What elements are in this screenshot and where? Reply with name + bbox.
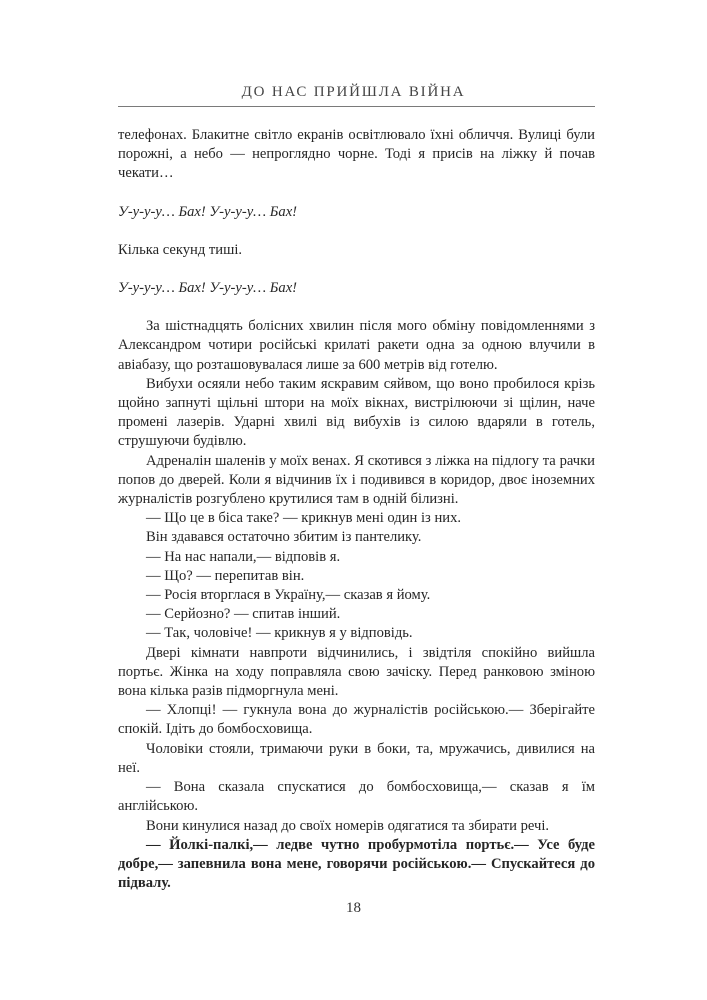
paragraph: Вони кинулися назад до своїх номерів одягатися та збирати речі. [146,817,550,834]
header-rule [118,106,595,107]
paragraph: Вибухи осяяли небо таким яскравим сяйвом, що воно пробилося крізь щойно запнуті щільні штори на моїх вікнах, вистрілюючи зі щілин, наче промені лазерів. Ударні хвилі від вибухів із силою вдаряли в готель, струшуючи будівлю. [118,375,595,450]
dialogue-line: — Вона сказала спускатися до бомбосховища,— сказав я їм англійською. [118,779,595,815]
sound-effect-line: У-у-у-у… Бах! У-у-у-у… Бах! [118,280,298,297]
dialogue-line: — На нас напали,— відповів я. [146,548,341,565]
dialogue-line: — Серйозно? — спитав інший. [146,606,341,623]
paragraph: Кілька секунд тиші. [118,241,243,258]
paragraph: Адреналін шаленів у моїх венах. Я скотився з ліжка на підлогу та рачки попов до дверей. Коли я відчинив їх і подивився в коридор, двоє іноземних журналістів розгублено крутилися там в одній білизні. [118,452,595,508]
dialogue-line: — Так, чоловіче! — крикнув я у відповідь. [146,625,413,642]
dialogue-line: — Хлопці! — гукнула вона до журналістів російською.— Зберігайте спокій. Ідіть до бомбосховища. [118,702,595,738]
paragraph: Чоловіки стояли, тримаючи руки в боки, та, мружачись, дивилися на неї. [118,740,595,776]
sound-effect-line: У-у-у-у… Бах! У-у-у-у… Бах! [118,203,298,220]
dialogue-line: — Що? — перепитав він. [146,567,305,584]
paragraph: телефонах. Блакитне світло екранів освітлювало їхні обличчя. Вулиці були порожні, а небо — непроглядно чорне. Тоді я присів на ліжку й почав чекати… [118,127,595,182]
paragraph: Двері кімнати навпроти відчинились, і звідтіля спокійно вийшла портьє. Жінка на ходу поправляла свою зачіску. Перед ранковою зміною вона кілька разів підморгнула мені. [118,644,595,700]
dialogue-line: — Йолкі-палкі,— ледве чутно пробурмотіла портьє.— Усе буде добре,— запевнила вона мене, говорячи російською.— Спускайтеся до підвалу. [118,836,595,892]
dialogue-line: — Що це в біса таке? — крикнув мені один із них. [146,510,462,527]
body-text [118,126,595,893]
running-head: ДО НАС ПРИЙШЛА ВІЙНА [241,84,466,100]
paragraph: Він здавався остаточно збитим із пантелику. [146,529,422,546]
paragraph: За шістнадцять болісних хвилин після мого обміну повідомленнями з Александром чотири російські крилаті ракети одна за одною влучили в авіабазу, що розташовувалася лише за 600 метрів від готелю. [118,318,595,373]
page-number: 18 [346,900,361,916]
dialogue-line: — Росія вторглася в Україну,— сказав я йому. [146,587,431,604]
